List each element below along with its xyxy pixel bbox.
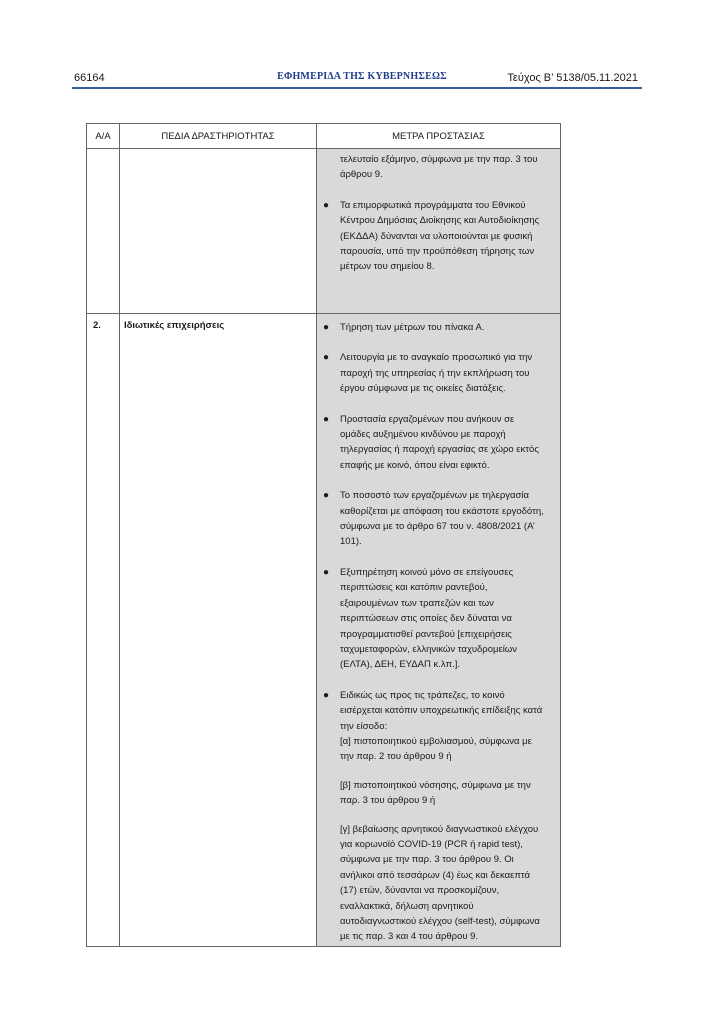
gazette-title: ΕΦΗΜΕΡΙΔΑ ΤΗΣ ΚΥΒΕΡΝΗΣΕΩΣ xyxy=(277,71,447,82)
header-measures: ΜΕΤΡΑ ΠΡΟΣΤΑΣΙΑΣ xyxy=(317,124,561,149)
bullet-icon: ● xyxy=(323,566,330,578)
measures-table xyxy=(86,123,561,947)
row1-measures xyxy=(317,149,561,314)
list-item: ● Προστασία εργαζομένων που ανήκουν σε ομάδες αυξημένου κινδύνου με παροχή τηλεργασίας ή παροχή εργασίας σε χώρο εκτός επαφής με κοινό, όπου είναι εφικτό. xyxy=(323,413,539,471)
page-number: 66164 xyxy=(74,72,105,84)
bullet-icon: ● xyxy=(323,689,330,701)
bullet-icon: ● xyxy=(323,352,330,364)
list-item: ● Τήρηση των μέτρων του πίνακα Α. xyxy=(340,320,547,335)
list-item: ● Τα επιμορφωτικά προγράμματα του Εθνικού Κέντρου Δημόσιας Διοίκησης και Αυτοδιοίκησης (ΕΚΔΔΑ) δύνανται να υλοποιούνται με φυσική παρουσία, υπό την προϋπόθεση τήρησης των μέτρων του σημείου 8. xyxy=(323,199,540,273)
list-item: ● Το ποσοστό των εργαζομένων με τηλεργασία καθορίζεται με απόφαση του εκάστοτε εργοδότη, σύμφωνα με το άρθρο 67 του ν. 4808/2021 (Α’ 101). xyxy=(323,490,544,548)
list-item: ● Ειδικώς ως προς τις τράπεζες, το κοινό εισέρχεται κατόπιν υποχρεωτικής επίδειξης κατά την είσοδο: xyxy=(323,689,543,732)
list-item: ● Λειτουργία με το αναγκαίο προσωπικό για την παροχή της υπηρεσίας ή την εκπλήρωση του έργου σύμφωνα με τις οικείες διατάξεις. xyxy=(323,352,533,395)
header-fields: ΠΕΔΙΑ ΔΡΑΣΤΗΡΙΟΤΗΤΑΣ xyxy=(120,124,317,149)
header-aa: Α/Α xyxy=(87,124,120,149)
row2-measures xyxy=(317,314,561,947)
table-row xyxy=(87,149,561,314)
table-row xyxy=(87,314,561,947)
bullet-icon: ● xyxy=(323,490,330,502)
row1-continuation: τελευταίο εξάμηνο, σύμφωνα με την παρ. 3 του άρθρου 9. xyxy=(340,154,538,181)
row2-number: 2. xyxy=(87,314,120,947)
sub-item-b: [β] πιστοποιητικού νόσησης, σύμφωνα με την παρ. 3 του άρθρου 9 ή xyxy=(340,779,531,807)
sub-item-c: [γ] βεβαίωσης αρνητικού διαγνωστικού ελέγχου για κορωνοϊό COVID-19 (PCR ή rapid test), σύμφωνα με την παρ. 3 του άρθρου 9. Οι ανήλικοι από τεσσάρων (4) έως και δεκαεπτά (17) ετών, δύνανται να προσκομίζουν, εναλλακτικά, δήλωση αρνητικού αυτοδιαγνωστικού ελέγχου (self-test), σύμφωνα με τις παρ. 3 και 4 του άρθρου 9. xyxy=(340,823,540,943)
issue-number: Τεύχος Β’ 5138/05.11.2021 xyxy=(507,72,638,84)
row1-field xyxy=(120,149,317,314)
bullet-icon: ● xyxy=(323,413,330,425)
list-item: ● Εξυπηρέτηση κοινού μόνο σε επείγουσες περιπτώσεις και κατόπιν ραντεβού, εξαιρουμένων των τραπεζών και των περιπτώσεων στις οποίες δεν δύναται να προγραμματισθεί ραντεβού [επιχειρήσεις ταχυμεταφορών, ελληνικών ταχυδρομείων (ΕΛΤΑ), ΔΕΗ, ΕΥΔΑΠ κ.λπ.]. xyxy=(323,566,517,671)
row1-number xyxy=(87,149,120,314)
row2-field: Ιδιωτικές επιχειρήσεις xyxy=(120,314,317,947)
table-header-row xyxy=(87,124,561,149)
bullet-icon: ● xyxy=(323,322,330,333)
bullet-icon: ● xyxy=(323,199,330,211)
sub-item-a: [α] πιστοποιητικού εμβολιασμού, σύμφωνα με την παρ. 2 του άρθρου 9 ή xyxy=(340,735,532,763)
header-rule xyxy=(72,87,642,89)
